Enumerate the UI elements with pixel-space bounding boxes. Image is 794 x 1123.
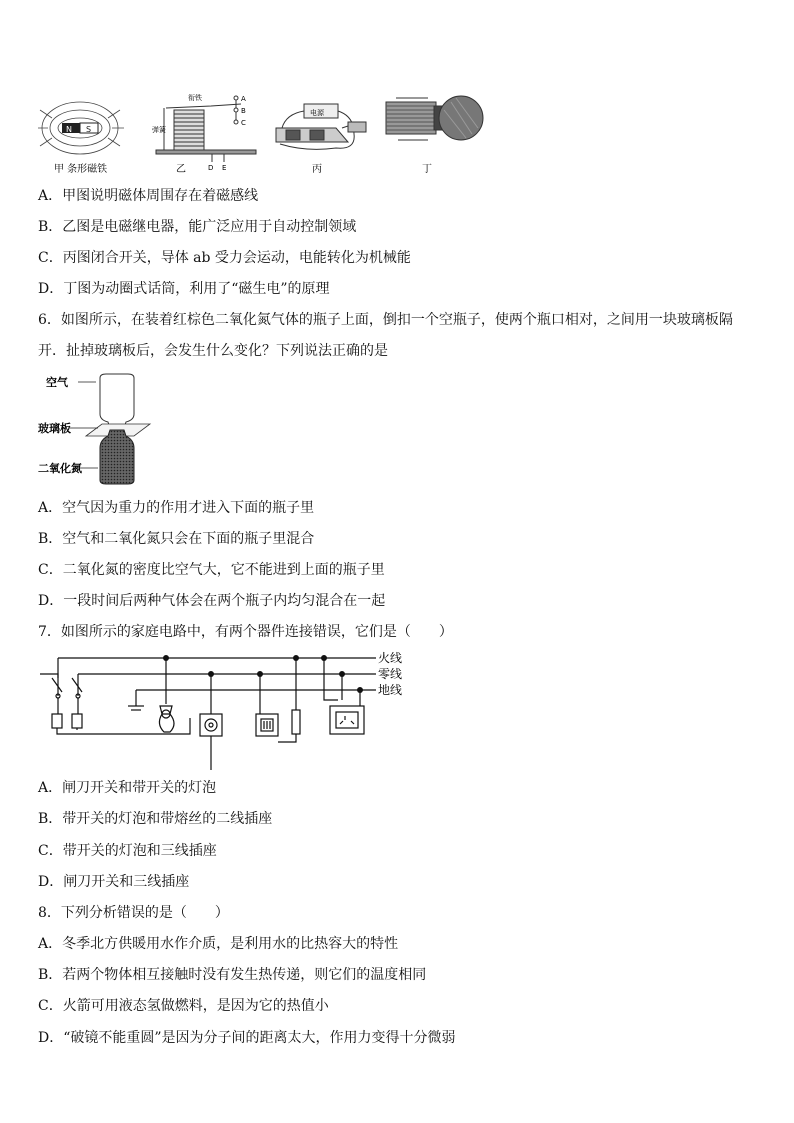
microphone-figure xyxy=(386,96,483,140)
q6-option-b: B．空气和二氧化氮只会在下面的瓶子里混合 xyxy=(38,531,315,547)
relay-b-label: B xyxy=(241,107,246,115)
relay-armature-label: 衔铁 xyxy=(188,94,202,102)
q5-option-d: D．丁图为动圈式话筒，利用了“磁生电”的原理 xyxy=(38,281,330,297)
live-wire-label: 火线 xyxy=(378,651,403,665)
relay-d-label: D xyxy=(208,164,214,172)
q8-option-c: C．火箭可用液态氢做燃料，是因为它的热值小 xyxy=(38,998,329,1014)
q5-figures xyxy=(36,88,486,180)
figure-ding-caption: 丁 xyxy=(422,164,432,175)
bar-magnet-figure xyxy=(38,102,124,175)
q7-option-b: B．带开关的灯泡和带熔丝的二线插座 xyxy=(38,811,273,827)
q6-stem-line1: 6．如图所示，在装着红棕色二氧化氮气体的瓶子上面，倒扣一个空瓶子，使两个瓶口相对，之间用一块玻璃板隔 xyxy=(38,312,733,328)
ground-wire-label: 地线 xyxy=(378,683,403,697)
relay-c-label: C xyxy=(241,119,246,127)
q7-option-a: A．闸刀开关和带开关的灯泡 xyxy=(38,780,217,796)
gas-diffusion-figure xyxy=(38,370,168,490)
glass-plate-label: 玻璃板 xyxy=(38,422,71,435)
q6-stem-line2: 开．扯掉玻璃板后，会发生什么变化？下列说法正确的是 xyxy=(38,343,388,359)
q6-option-a: A．空气因为重力的作用才进入下面的瓶子里 xyxy=(38,500,315,516)
no2-label: 二氧化氮 xyxy=(38,462,82,475)
q6-option-d: D．一段时间后两种气体会在两个瓶子内均匀混合在一起 xyxy=(38,593,386,609)
figure-bing-caption: 丙 xyxy=(312,164,322,175)
q8-option-d: D．“破镜不能重圆”是因为分子间的距离太大，作用力变得十分微弱 xyxy=(38,1030,456,1046)
relay-figure xyxy=(156,96,256,162)
magnet-n-label: N xyxy=(66,125,72,134)
q7-stem: 7．如图所示的家庭电路中，有两个器件连接错误，它们是（ ） xyxy=(38,624,453,640)
q8-option-b: B．若两个物体相互接触时没有发生热传递，则它们的温度相同 xyxy=(38,967,427,983)
q8-option-a: A．冬季北方供暖用水作介质，是利用水的比热容大的特性 xyxy=(38,936,399,952)
household-circuit-figure xyxy=(38,648,418,770)
power-source-label: 电源 xyxy=(310,109,324,117)
relay-e-label: E xyxy=(222,164,227,172)
q6-option-c: C．二氧化氮的密度比空气大，它不能进到上面的瓶子里 xyxy=(38,562,385,578)
relay-spring-label: 弹簧 xyxy=(152,126,166,134)
q7-option-c: C．带开关的灯泡和三线插座 xyxy=(38,843,217,859)
q7-option-d: D．闸刀开关和三线插座 xyxy=(38,874,190,890)
neutral-wire-label: 零线 xyxy=(378,667,403,681)
q5-option-b: B．乙图是电磁继电器，能广泛应用于自动控制领域 xyxy=(38,219,357,235)
air-label: 空气 xyxy=(46,376,68,389)
q5-option-c: C．丙图闭合开关，导体 ab 受力会运动，电能转化为机械能 xyxy=(38,250,411,266)
magnet-s-label: S xyxy=(86,125,92,134)
figure-yi-caption: 乙 xyxy=(176,164,186,175)
relay-a-label: A xyxy=(241,95,246,103)
q8-stem: 8．下列分析错误的是（ ） xyxy=(38,905,229,921)
q5-option-a: A．甲图说明磁体周围存在着磁感线 xyxy=(38,188,259,204)
figure-jia-caption: 甲 条形磁铁 xyxy=(54,164,108,175)
